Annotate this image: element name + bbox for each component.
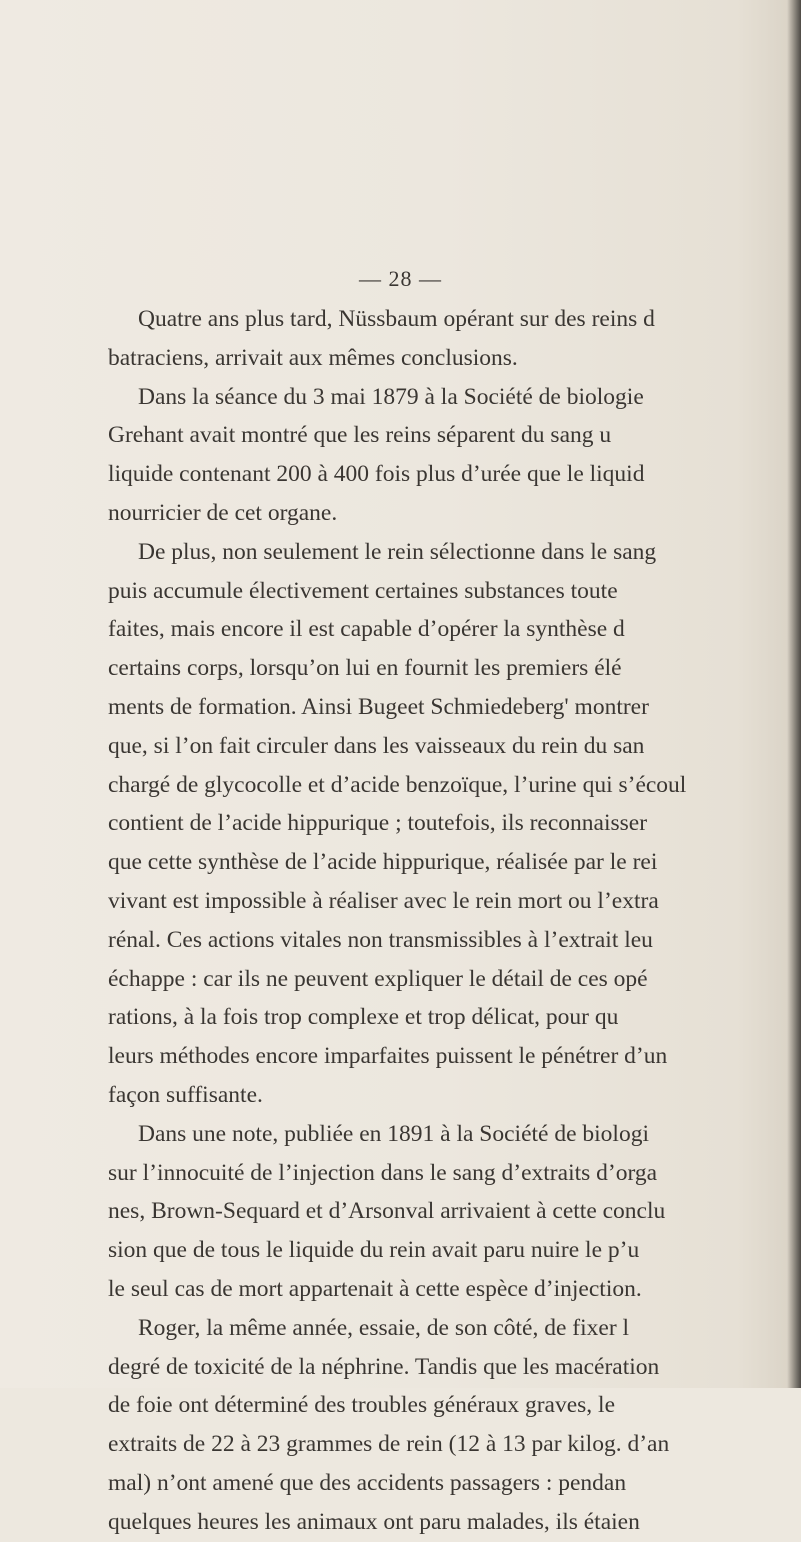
text-line: degré de toxicité de la néphrine. Tandis que les macération [108,1353,660,1380]
page-number: — 28 — [359,266,442,291]
text-line: puis accumule électivement certaines substances toute [108,577,618,604]
text-line: façon suffisante. [108,1081,263,1108]
text-line: de foie ont déterminé des troubles généraux graves, le [108,1392,616,1419]
text-line: rations, à la fois trop complexe et trop délicat, pour qu [108,1004,619,1031]
text-line: échappe : car ils ne peuvent expliquer le détail de ces opé [108,965,648,992]
text-line: le seul cas de mort appartenait à cette espèce d’injection. [108,1275,642,1302]
text-line: Dans la séance du 3 mai 1879 à la Société de biologie [138,383,644,410]
text-line: chargé de glycocolle et d’acide benzoïque, l’urine qui s’écoul [108,771,687,798]
text-line: quelques heures les animaux ont paru malades, ils étaien [108,1508,640,1535]
text-line: batraciens, arrivait aux mêmes conclusions. [108,344,518,371]
text-line: Quatre ans plus tard, Nüssbaum opérant sur des reins d [138,306,655,332]
text-line: Roger, la même année, essaie, de son côté, de fixer l [138,1314,630,1341]
text-line: Grehant avait montré que les reins séparent du sang u [108,422,612,449]
text-line: contient de l’acide hippurique ; toutefois, ils reconnaisser [108,810,648,837]
text-line: liquide contenant 200 à 400 fois plus d’urée que le liquid [108,461,645,488]
text-line: Dans une note, publiée en 1891 à la Société de biologi [138,1120,649,1147]
text-line: faites, mais encore il est capable d’opérer la synthèse d [108,616,625,643]
text-line: nes, Brown-Sequard et d’Arsonval arrivaient à cette conclu [108,1198,666,1225]
text-line: De plus, non seulement le rein sélectionne dans le sang [138,538,657,565]
text-line: nourricier de cet organe. [108,499,338,526]
text-line: que cette synthèse de l’acide hippurique, réalisée par le rei [108,849,658,876]
text-line: extraits de 22 à 23 grammes de rein (12 à 13 par kilog. d’an [108,1431,670,1458]
text-line: certains corps, lorsqu’on lui en fournit les premiers élé [108,655,622,682]
text-line: que, si l’on fait circuler dans les vaisseaux du rein du san [108,732,645,759]
body-text [108,300,784,1542]
text-line: sur l’innocuité de l’injection dans le sang d’extraits d’orga [108,1159,658,1186]
text-line: leurs méthodes encore imparfaites puissent le pénétrer d’un [108,1043,668,1070]
text-line: mal) n’ont amené que des accidents passagers : pendan [108,1469,627,1496]
text-line: ments de formation. Ainsi Bugeet Schmiedeberg' montrer [108,693,649,720]
page-edge-shadow [787,0,801,1388]
text-line: vivant est impossible à réaliser avec le rein mort ou l’extra [108,887,659,914]
text-line: sion que de tous le liquide du rein avait paru nuire le p’u [108,1237,640,1264]
text-line: rénal. Ces actions vitales non transmissibles à l’extrait leu [108,926,653,953]
